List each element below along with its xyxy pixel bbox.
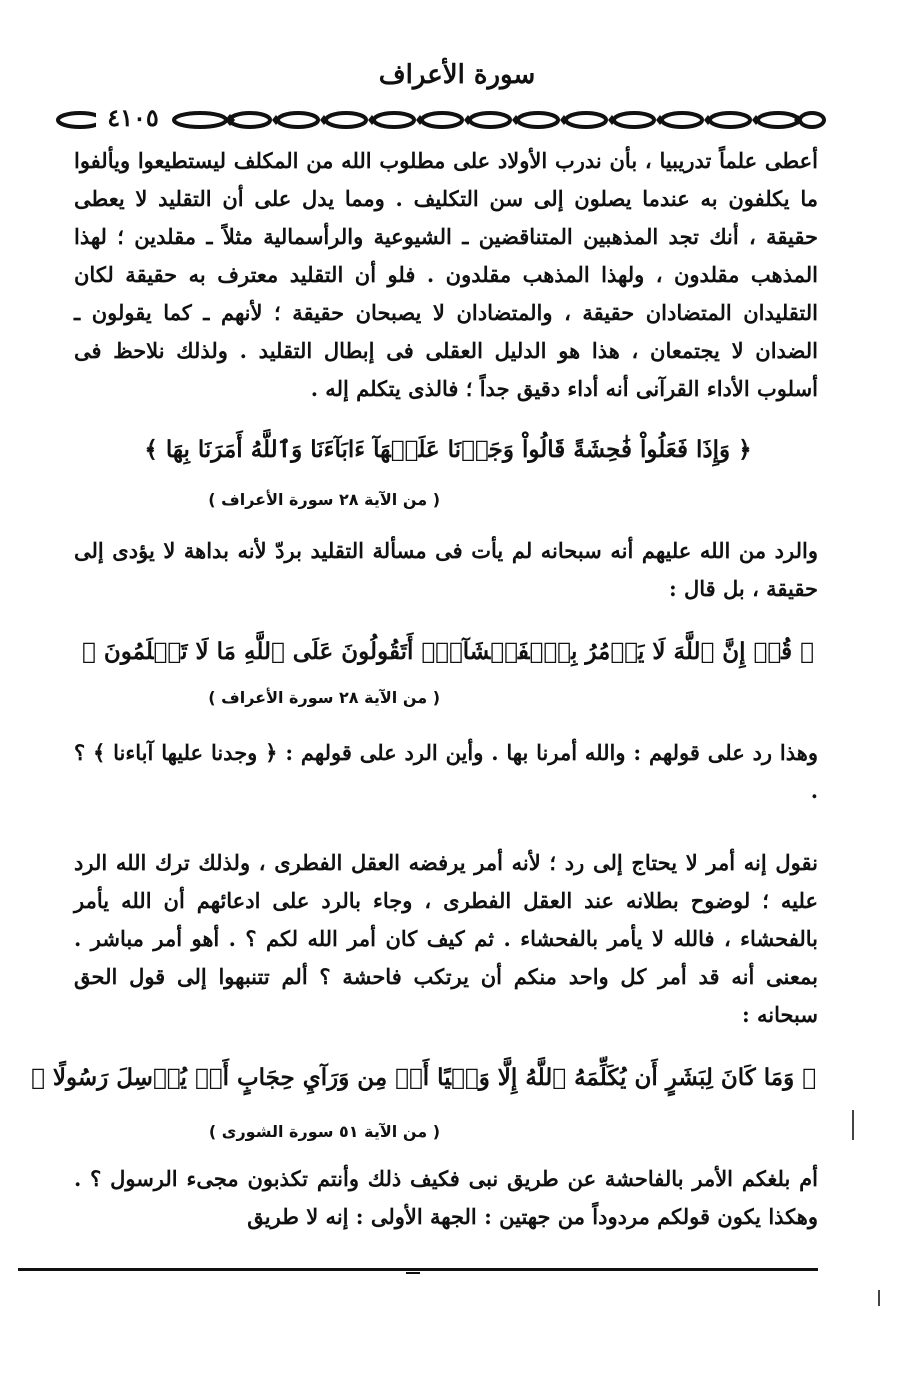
verse-citation-1: ( من الآية ٢٨ سورة الأعراف ) xyxy=(208,490,440,509)
verse-citation-2: ( من الآية ٢٨ سورة الأعراف ) xyxy=(208,688,440,707)
running-header-title: سورة الأعراف xyxy=(378,60,536,90)
page-number: ٤١٠٥ xyxy=(96,100,170,136)
paragraph-2: والرد من الله عليهم أنه سبحانه لم يأت فى مسألة التقليد بردّ لأنه بداهة لا يؤدى إلى حقيقة ، بل قال : xyxy=(74,538,818,601)
margin-mark xyxy=(852,1110,854,1140)
paragraph-3: وهذا رد على قولهم : والله أمرنا بها . وأين الرد على قولهم : ﴿ وجدنا عليها آباءنا ﴾ ؟ . xyxy=(74,740,818,803)
paragraph-1: أعطى علماً تدريبيا ، بأن ندرب الأولاد على مطلوب الله من المكلف ليستطيعوا ويألفوا ما يكلفون به عندما يصلون إلى سن التكليف . ومما يدل على أن التقليد لا يعطى حقيقة ، أنك تجد المذهبين المتناقضين ـ الشيوعية والرأسمالية مثلاً ـ مقلدين ؛ لهذا المذهب مقلدون ، ولهذا المذهب مقلدون . فلو أن التقليد معترف به حقيقة لكان التقليدان المتضادان حقيقة ، والمتضادان لا يصبحان حقيقة ؛ لأنهم ـ كما يقولون ـ الضدان لا يجتمعان ، هذا هو الدليل العقلى فى إبطال التقليد . ولذلك نلاحظ فى أسلوب الأداء القرآنى أنه أداء دقيق جداً ؛ فالذى يتكلم إله . xyxy=(74,148,818,401)
quran-verse-1: ﴿ وَإِذَا فَعَلُواْ فَٰحِشَةً قَالُواْ وَجَدۡنَا عَلَيۡهَآ ءَابَآءَنَا وَٱللَّهُ أَمَرَنَا بِهَا ﴾ xyxy=(144,436,752,463)
quran-verse-2: ﴿ قُلۡ إِنَّ ٱللَّهَ لَا يَأۡمُرُ بِٱلۡفَحۡشَآءِۖ أَتَقُولُونَ عَلَى ٱللَّهِ مَا لَا تَعۡلَمُونَ ﴾ xyxy=(82,638,814,665)
footer-rule-tick xyxy=(406,1266,420,1274)
paragraph-4: نقول إنه أمر لا يحتاج إلى رد ؛ لأنه أمر يرفضه العقل الفطرى ، ولذلك ترك الله الرد عليه ؛ لوضوح بطلانه عند العقل الفطرى ، وجاء بالرد على ادعائهم أن الله يأمر بالفحشاء ، فالله لا يأمر بالفحشاء . ثم كيف كان أمر الله لكم ؟ . أهو أمر مباشر . بمعنى أنه قد أمر كل واحد منكم أن يرتكب فاحشة ؟ ألم تتنبهوا إلى قول الحق سبحانه : xyxy=(74,850,819,1027)
margin-mark xyxy=(878,1290,880,1306)
quran-verse-3: ﴿ وَمَا كَانَ لِبَشَرٍ أَن يُكَلِّمَهُ ٱللَّهُ إِلَّا وَحۡيًا أَوۡ مِن وَرَآيِ حِجَابٍ أَوۡ يُرۡسِلَ رَسُولًا ﴾ xyxy=(31,1064,816,1091)
verse-citation-3: ( من الآية ٥١ سورة الشورى ) xyxy=(208,1122,440,1141)
paragraph-5: أم بلغكم الأمر بالفاحشة عن طريق نبى فكيف ذلك وأنتم تكذبون مجىء الرسول ؟ . وهكذا يكون قولكم مردوداً من جهتين : الجهة الأولى : إنه لا طريق xyxy=(74,1166,818,1229)
